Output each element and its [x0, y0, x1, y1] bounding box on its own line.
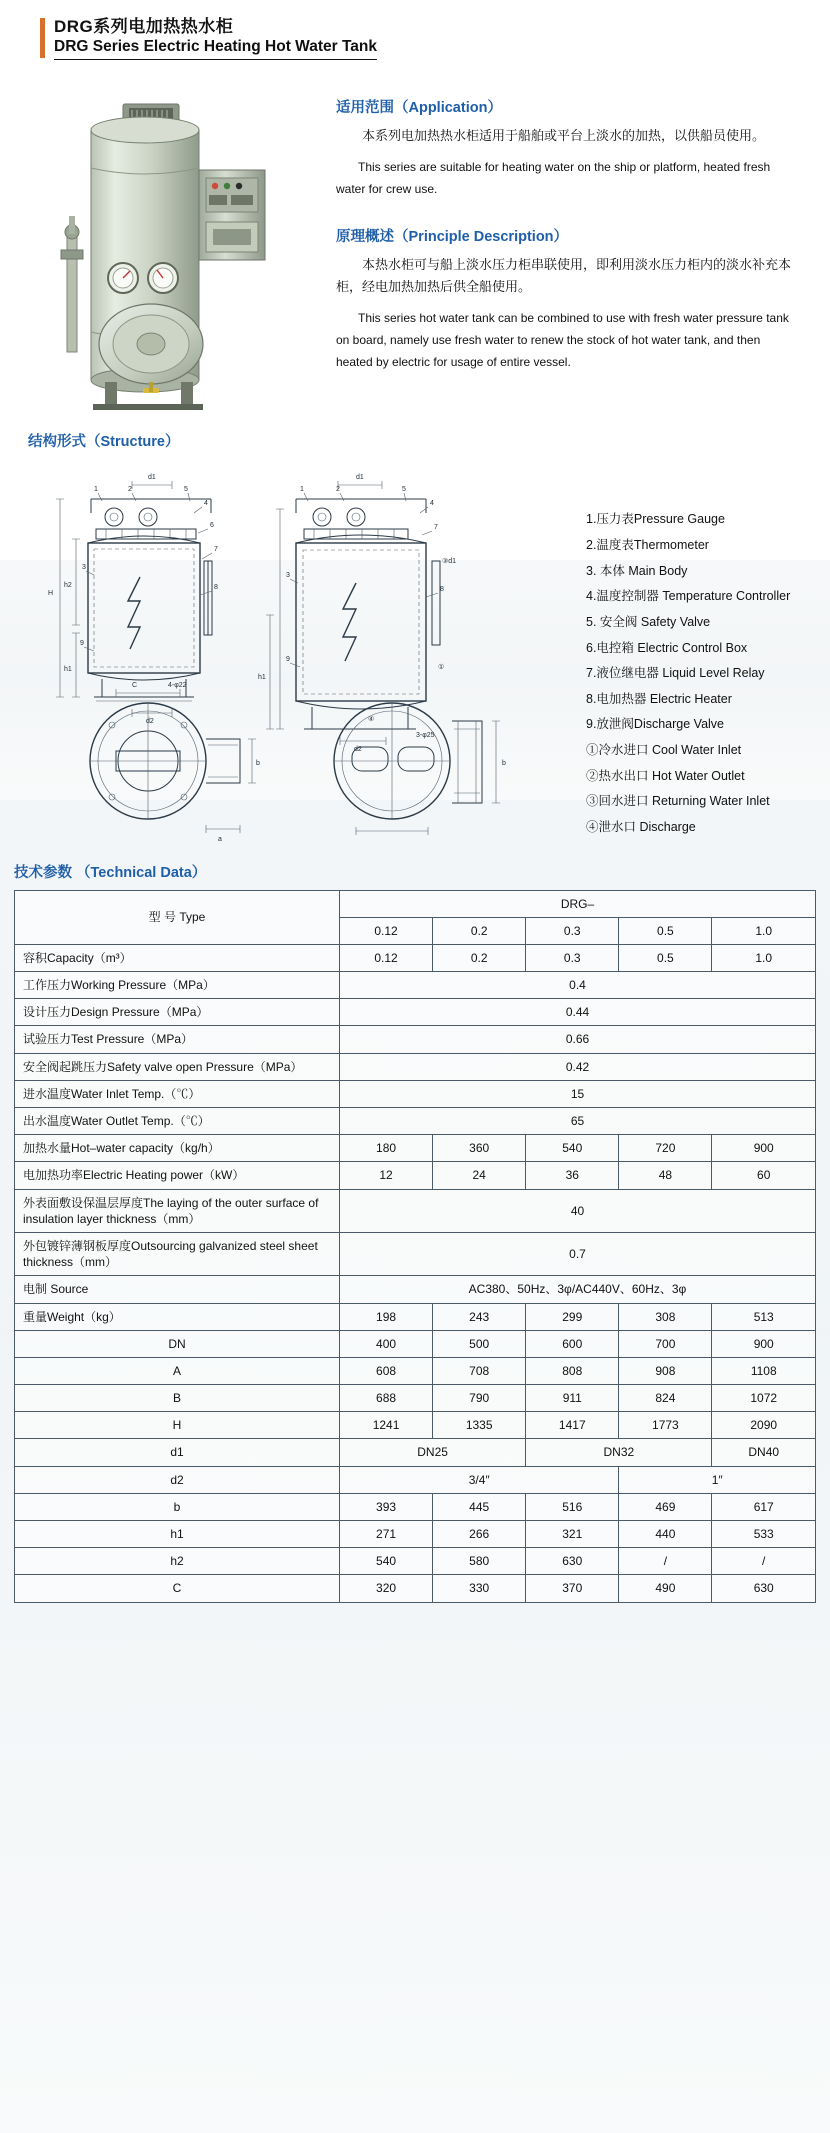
spacer	[336, 207, 796, 225]
row-value: 400	[340, 1330, 433, 1357]
row-label: 试验压力Test Pressure（MPa）	[15, 1026, 340, 1053]
svg-text:5: 5	[402, 486, 406, 494]
row-value: 0.42	[340, 1053, 816, 1080]
row-value: /	[619, 1548, 712, 1575]
model-4: 1.0	[712, 917, 816, 944]
table-row	[15, 1330, 816, 1357]
row-value: 0.2	[433, 944, 526, 971]
svg-text:9: 9	[286, 656, 290, 664]
row-value: 600	[526, 1330, 619, 1357]
legend-item-13: ④泄水口 Discharge	[586, 819, 696, 834]
row-value: 393	[340, 1493, 433, 1520]
intro-section	[0, 66, 830, 418]
application-text-en: This series are suitable for heating water on the ship or platform, heated fresh water for crew use.	[336, 160, 771, 197]
row-value: 48	[619, 1162, 712, 1189]
row-value: DN25	[340, 1439, 526, 1466]
row-value: 1335	[433, 1412, 526, 1439]
header-type: 型 号 Type	[15, 890, 340, 944]
svg-text:2: 2	[336, 486, 340, 494]
table-row	[15, 999, 816, 1026]
table-row	[15, 1357, 816, 1384]
row-value: 608	[340, 1357, 433, 1384]
row-value: 360	[433, 1135, 526, 1162]
svg-text:b: b	[502, 760, 506, 768]
row-value: 330	[433, 1575, 526, 1602]
row-value: 0.66	[340, 1026, 816, 1053]
row-value: 700	[619, 1330, 712, 1357]
table-row	[15, 1412, 816, 1439]
row-label: 电制 Source	[15, 1276, 340, 1303]
model-2: 0.3	[526, 917, 619, 944]
table-row	[15, 1053, 816, 1080]
row-value: 0.3	[526, 944, 619, 971]
svg-text:4: 4	[204, 500, 208, 508]
model-1: 0.2	[433, 917, 526, 944]
svg-text:d1: d1	[148, 474, 156, 482]
technical-heading: 技术参数 （Technical Data）	[14, 864, 207, 881]
svg-text:4-φ22: 4-φ22	[168, 682, 187, 690]
svg-text:①: ①	[438, 664, 445, 672]
svg-text:5: 5	[184, 486, 188, 494]
row-value: 900	[712, 1330, 816, 1357]
row-value: 0.4	[340, 972, 816, 999]
svg-text:b: b	[256, 760, 260, 768]
legend-item-9: 9.放泄阀Discharge Valve	[586, 717, 725, 732]
row-value: AC380、50Hz、3φ/AC440V、60Hz、3φ	[340, 1276, 816, 1303]
legend-item-7: 7.液位继电器 Liquid Level Relay	[586, 666, 765, 681]
row-value: 445	[433, 1493, 526, 1520]
principle-heading: 原理概述（Principle Description）	[336, 228, 569, 245]
row-value: 513	[712, 1303, 816, 1330]
row-value: 908	[619, 1357, 712, 1384]
row-label: 加热水量Hot–water capacity（kg/h）	[15, 1135, 340, 1162]
row-value: 266	[433, 1521, 526, 1548]
product-photo-svg	[31, 82, 321, 412]
row-value: 12	[340, 1162, 433, 1189]
row-value: DN40	[712, 1439, 816, 1466]
svg-text:d2: d2	[354, 746, 362, 754]
svg-text:6: 6	[210, 522, 214, 530]
row-label: A	[15, 1357, 340, 1384]
header-model-group: DRG–	[340, 890, 816, 917]
legend-item-2: 2.温度表Thermometer	[586, 538, 709, 553]
table-row	[15, 1575, 816, 1602]
row-value: 0.12	[340, 944, 433, 971]
table-row	[15, 1080, 816, 1107]
row-value: 824	[619, 1385, 712, 1412]
row-value: 180	[340, 1135, 433, 1162]
row-value: 243	[433, 1303, 526, 1330]
table-row	[15, 1026, 816, 1053]
technical-data-table	[14, 890, 816, 1603]
page-header	[0, 0, 830, 66]
structure-section	[0, 455, 830, 846]
row-value: 24	[433, 1162, 526, 1189]
row-value: 469	[619, 1493, 712, 1520]
row-label: B	[15, 1385, 340, 1412]
page-title-cn: DRG系列电加热热水柜	[54, 17, 234, 36]
row-value: 808	[526, 1357, 619, 1384]
row-value: 1″	[619, 1466, 816, 1493]
principle-text-cn: 本热水柜可与船上淡水压力柜串联使用，即利用淡水压力柜内的淡水补充本柜，经电加热加热后供全船使用。	[336, 256, 792, 295]
svg-text:④: ④	[368, 716, 375, 724]
structure-drawing-svg	[26, 459, 586, 844]
svg-text:9: 9	[80, 640, 84, 648]
row-label: 设计压力Design Pressure（MPa）	[15, 999, 340, 1026]
structure-heading: 结构形式（Structure）	[28, 434, 180, 451]
row-value: 299	[526, 1303, 619, 1330]
row-value: 40	[340, 1189, 816, 1232]
intro-text-column	[326, 74, 796, 379]
row-value: 370	[526, 1575, 619, 1602]
row-value: 500	[433, 1330, 526, 1357]
model-3: 0.5	[619, 917, 712, 944]
svg-text:h2: h2	[64, 582, 72, 590]
row-value: 617	[712, 1493, 816, 1520]
row-value: 0.7	[340, 1232, 816, 1275]
row-value: /	[712, 1548, 816, 1575]
row-value: 440	[619, 1521, 712, 1548]
product-photo-wrap	[26, 74, 326, 412]
svg-text:C: C	[132, 682, 138, 690]
row-label: C	[15, 1575, 340, 1602]
row-label: 进水温度Water Inlet Temp.（℃）	[15, 1080, 340, 1107]
table-row	[15, 1548, 816, 1575]
row-value: 36	[526, 1162, 619, 1189]
page-title-en: DRG Series Electric Heating Hot Water Tank	[54, 37, 377, 60]
technical-data-body	[15, 944, 816, 1602]
row-value: DN32	[526, 1439, 712, 1466]
product-photo	[31, 82, 321, 412]
svg-text:4: 4	[430, 500, 434, 508]
legend-item-8: 8.电加热器 Electric Heater	[586, 691, 732, 706]
row-value: 0.44	[340, 999, 816, 1026]
table-row	[15, 1493, 816, 1520]
svg-text:1: 1	[300, 486, 304, 494]
row-value: 790	[433, 1385, 526, 1412]
table-row	[15, 1385, 816, 1412]
legend-item-5: 5. 安全阀 Safety Valve	[586, 614, 711, 629]
row-value: 2090	[712, 1412, 816, 1439]
row-value: 630	[712, 1575, 816, 1602]
row-label: d2	[15, 1466, 340, 1493]
svg-text:2: 2	[128, 486, 132, 494]
svg-text:8: 8	[440, 586, 444, 594]
row-value: 540	[526, 1135, 619, 1162]
row-value: 688	[340, 1385, 433, 1412]
svg-text:h1: h1	[258, 674, 266, 682]
row-value: 580	[433, 1548, 526, 1575]
row-value: 720	[619, 1135, 712, 1162]
legend-item-1: 1.压力表Pressure Gauge	[586, 512, 725, 527]
row-label: 工作压力Working Pressure（MPa）	[15, 972, 340, 999]
table-row	[15, 1521, 816, 1548]
svg-text:7: 7	[214, 546, 218, 554]
svg-text:7: 7	[434, 524, 438, 532]
row-value: 540	[340, 1548, 433, 1575]
row-label: DN	[15, 1330, 340, 1357]
row-value: 60	[712, 1162, 816, 1189]
row-label: 安全阀起跳压力Safety valve open Pressure（MPa）	[15, 1053, 340, 1080]
row-value: 911	[526, 1385, 619, 1412]
legend-item-4: 4.温度控制器 Temperature Controller	[586, 589, 791, 604]
svg-text:h1: h1	[64, 666, 72, 674]
row-label: 容积Capacity（m³）	[15, 944, 340, 971]
legend-item-11: ②热水出口 Hot Water Outlet	[586, 768, 745, 783]
row-value: 490	[619, 1575, 712, 1602]
row-label: h2	[15, 1548, 340, 1575]
row-value: 271	[340, 1521, 433, 1548]
row-value: 1417	[526, 1412, 619, 1439]
row-label: H	[15, 1412, 340, 1439]
legend-item-3: 3. 本体 Main Body	[586, 563, 688, 578]
row-value: 1773	[619, 1412, 712, 1439]
svg-text:③d1: ③d1	[442, 558, 457, 566]
row-value: 308	[619, 1303, 712, 1330]
row-value: 1108	[712, 1357, 816, 1384]
svg-text:3: 3	[82, 564, 86, 572]
svg-text:3: 3	[286, 572, 290, 580]
table-row	[15, 1189, 816, 1232]
title-block	[40, 16, 830, 60]
legend-item-6: 6.电控箱 Electric Control Box	[586, 640, 748, 655]
row-label: 外包镀锌薄钢板厚度Outsourcing galvanized steel sheet thickness（mm）	[15, 1232, 340, 1275]
row-value: 516	[526, 1493, 619, 1520]
row-value: 320	[340, 1575, 433, 1602]
row-value: 0.5	[619, 944, 712, 971]
row-value: 15	[340, 1080, 816, 1107]
application-text-cn: 本系列电加热热水柜适用于船舶或平台上淡水的加热，以供船员使用。	[362, 128, 766, 144]
row-label: 外表面敷设保温层厚度The laying of the outer surface of insulation layer thickness（mm）	[15, 1189, 340, 1232]
row-value: 533	[712, 1521, 816, 1548]
model-0: 0.12	[340, 917, 433, 944]
row-label: d1	[15, 1439, 340, 1466]
row-value: 1.0	[712, 944, 816, 971]
svg-text:d1: d1	[356, 474, 364, 482]
svg-text:H: H	[48, 590, 54, 598]
row-label: h1	[15, 1521, 340, 1548]
row-value: 65	[340, 1108, 816, 1135]
row-value: 3/4″	[340, 1466, 619, 1493]
row-value: 630	[526, 1548, 619, 1575]
legend-item-10: ①冷水进口 Cool Water Inlet	[586, 743, 742, 758]
table-row	[15, 1162, 816, 1189]
row-label: b	[15, 1493, 340, 1520]
table-row	[15, 1232, 816, 1275]
table-row	[15, 1466, 816, 1493]
row-value: 1241	[340, 1412, 433, 1439]
table-row	[15, 1439, 816, 1466]
row-label: 重量Weight（kg）	[15, 1303, 340, 1330]
svg-text:a: a	[218, 836, 222, 844]
row-value: 1072	[712, 1385, 816, 1412]
svg-text:d2: d2	[146, 718, 154, 726]
table-row	[15, 972, 816, 999]
table-row	[15, 1135, 816, 1162]
legend-item-12: ③回水进口 Returning Water Inlet	[586, 794, 770, 809]
structure-legend	[586, 459, 816, 840]
principle-text-en: This series hot water tank can be combined to use with fresh water pressure tank on board, namely use fresh water to renew the stock of hot water tank, and then heated by electric for usage of entire vessel.	[336, 311, 789, 370]
row-value: 900	[712, 1135, 816, 1162]
structure-drawings	[26, 459, 586, 844]
row-value: 198	[340, 1303, 433, 1330]
row-value: 708	[433, 1357, 526, 1384]
table-row-header-group	[15, 890, 816, 917]
table-row	[15, 1303, 816, 1330]
row-value: 321	[526, 1521, 619, 1548]
svg-text:8: 8	[214, 584, 218, 592]
table-row	[15, 1276, 816, 1303]
svg-text:3-φ25: 3-φ25	[416, 732, 435, 740]
row-label: 电加热功率Electric Heating power（kW）	[15, 1162, 340, 1189]
table-row	[15, 944, 816, 971]
svg-text:1: 1	[94, 486, 98, 494]
table-row	[15, 1108, 816, 1135]
row-label: 出水温度Water Outlet Temp.（℃）	[15, 1108, 340, 1135]
application-heading: 适用范围（Application）	[336, 100, 502, 117]
